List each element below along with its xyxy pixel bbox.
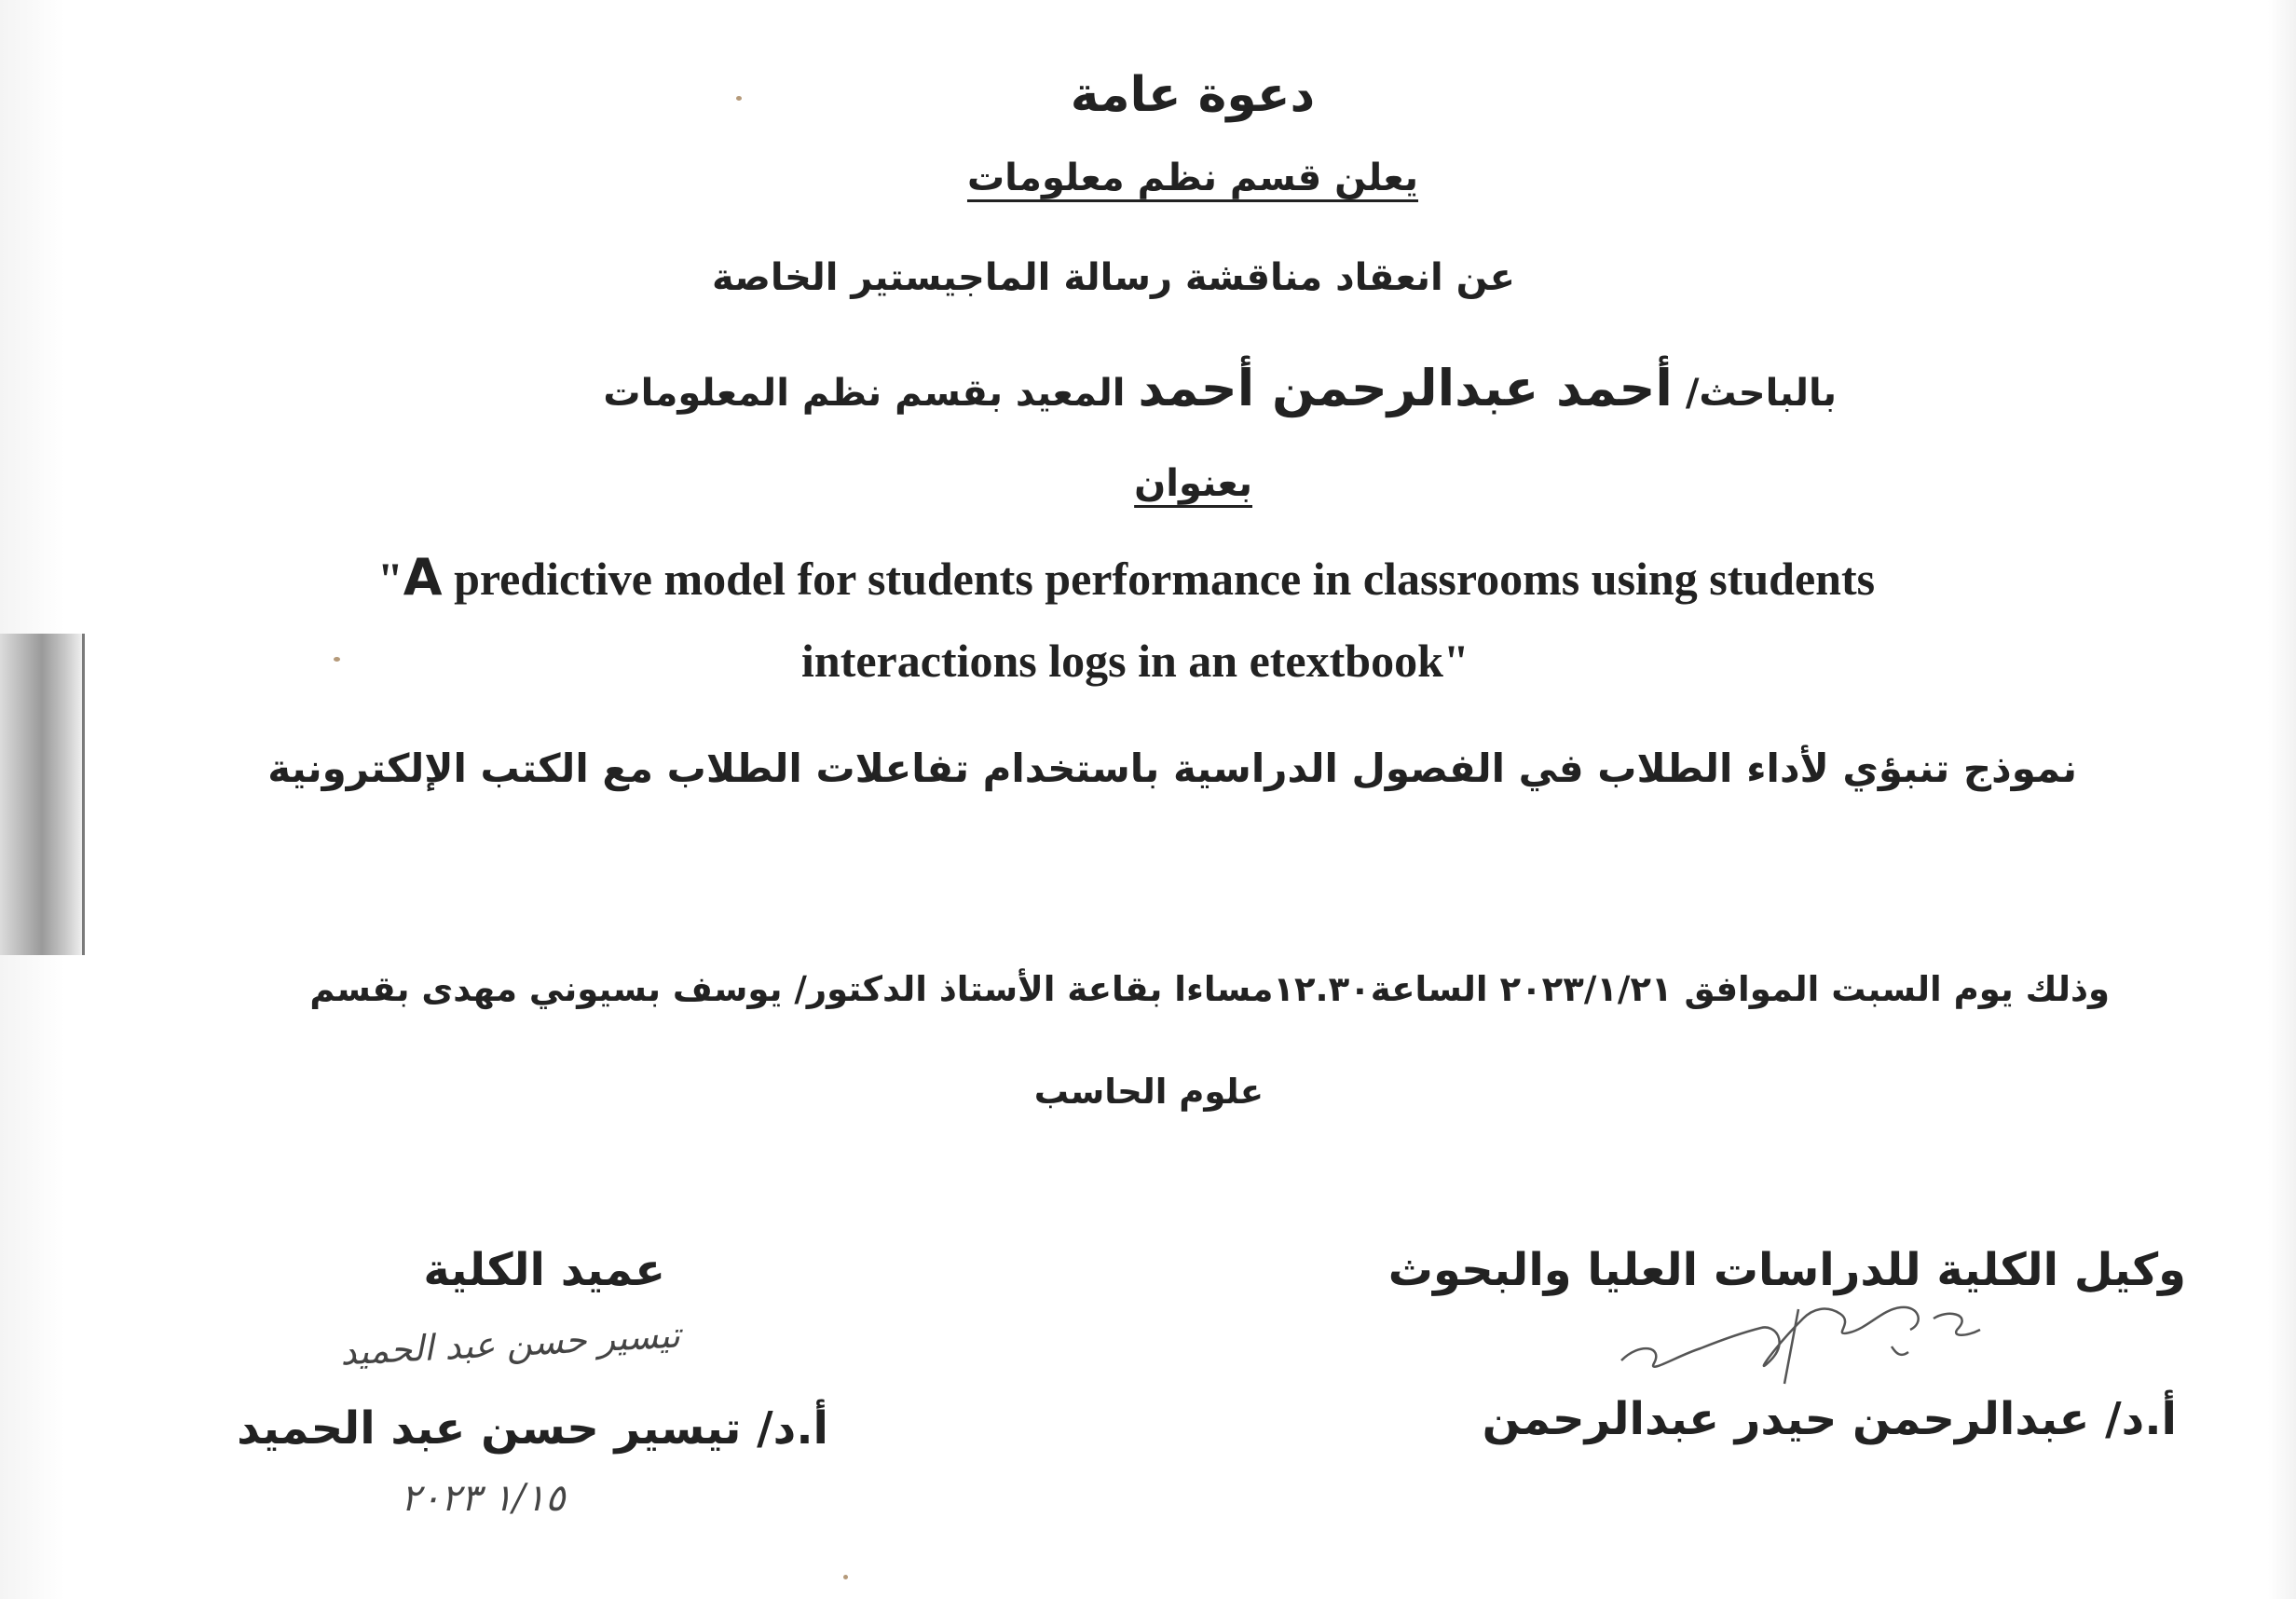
english-title-letter-a: A (403, 548, 443, 607)
scan-binder-tab (0, 634, 82, 955)
announcer-line: يعلن قسم نظم معلومات (966, 157, 1419, 199)
english-title-text: predictive model for students performance in classrooms using students (454, 553, 1876, 605)
researcher-role: المعيد بقسم نظم المعلومات (603, 372, 1126, 415)
researcher-prefix: بالباحث/ (1685, 372, 1837, 415)
english-title-line1 (377, 548, 1875, 607)
arabic-title: نموذج تنبؤي لأداء الطلاب في الفصول الدراسية باستخدام تفاعلات الطلاب مع الكتب الإلكترونية (267, 745, 2077, 791)
vice-dean-signature (1612, 1291, 1985, 1393)
english-title-line2: interactions logs in an etextbook" (801, 635, 1469, 687)
scan-tab-edge (82, 634, 85, 955)
schedule-line: وذلك يوم السبت الموافق ٢٠٢٣/١/٢١ الساعة١٢.٣٠مساءا بقاعة الأستاذ الدكتور/ يوسف بسيوني مهدى بقسم (309, 969, 2110, 1009)
dean-position: عميد الكلية (423, 1244, 665, 1296)
vice-dean-position: وكيل الكلية للدراسات العليا والبحوث (1387, 1244, 2186, 1296)
dean-handwritten-date: ١/١٥ ٢٠٢٣ (401, 1477, 566, 1520)
title-label: بعنوان (1134, 462, 1252, 505)
paper-speck (843, 1575, 848, 1579)
vice-dean-name: أ.د/ عبدالرحمن حيدر عبدالرحمن (1482, 1393, 2177, 1445)
scan-right-edge (2268, 0, 2296, 1599)
english-title-quote: " (377, 553, 403, 605)
schedule-line-continued: علوم الحاسب (1033, 1072, 1264, 1112)
announcement-line: عن انعقاد مناقشة رسالة الماجيستير الخاصة (712, 256, 1515, 299)
researcher-name: أحمد عبدالرحمن أحمد (1138, 359, 1673, 417)
document-title: دعوة عامة (1070, 67, 1316, 123)
paper-speck (334, 657, 340, 662)
researcher-line (603, 359, 1837, 417)
dean-name: أ.د/ تيسير حسن عبد الحميد (237, 1402, 828, 1455)
dean-handwritten-name: تيسير حسن عبد الحميد (339, 1314, 681, 1374)
